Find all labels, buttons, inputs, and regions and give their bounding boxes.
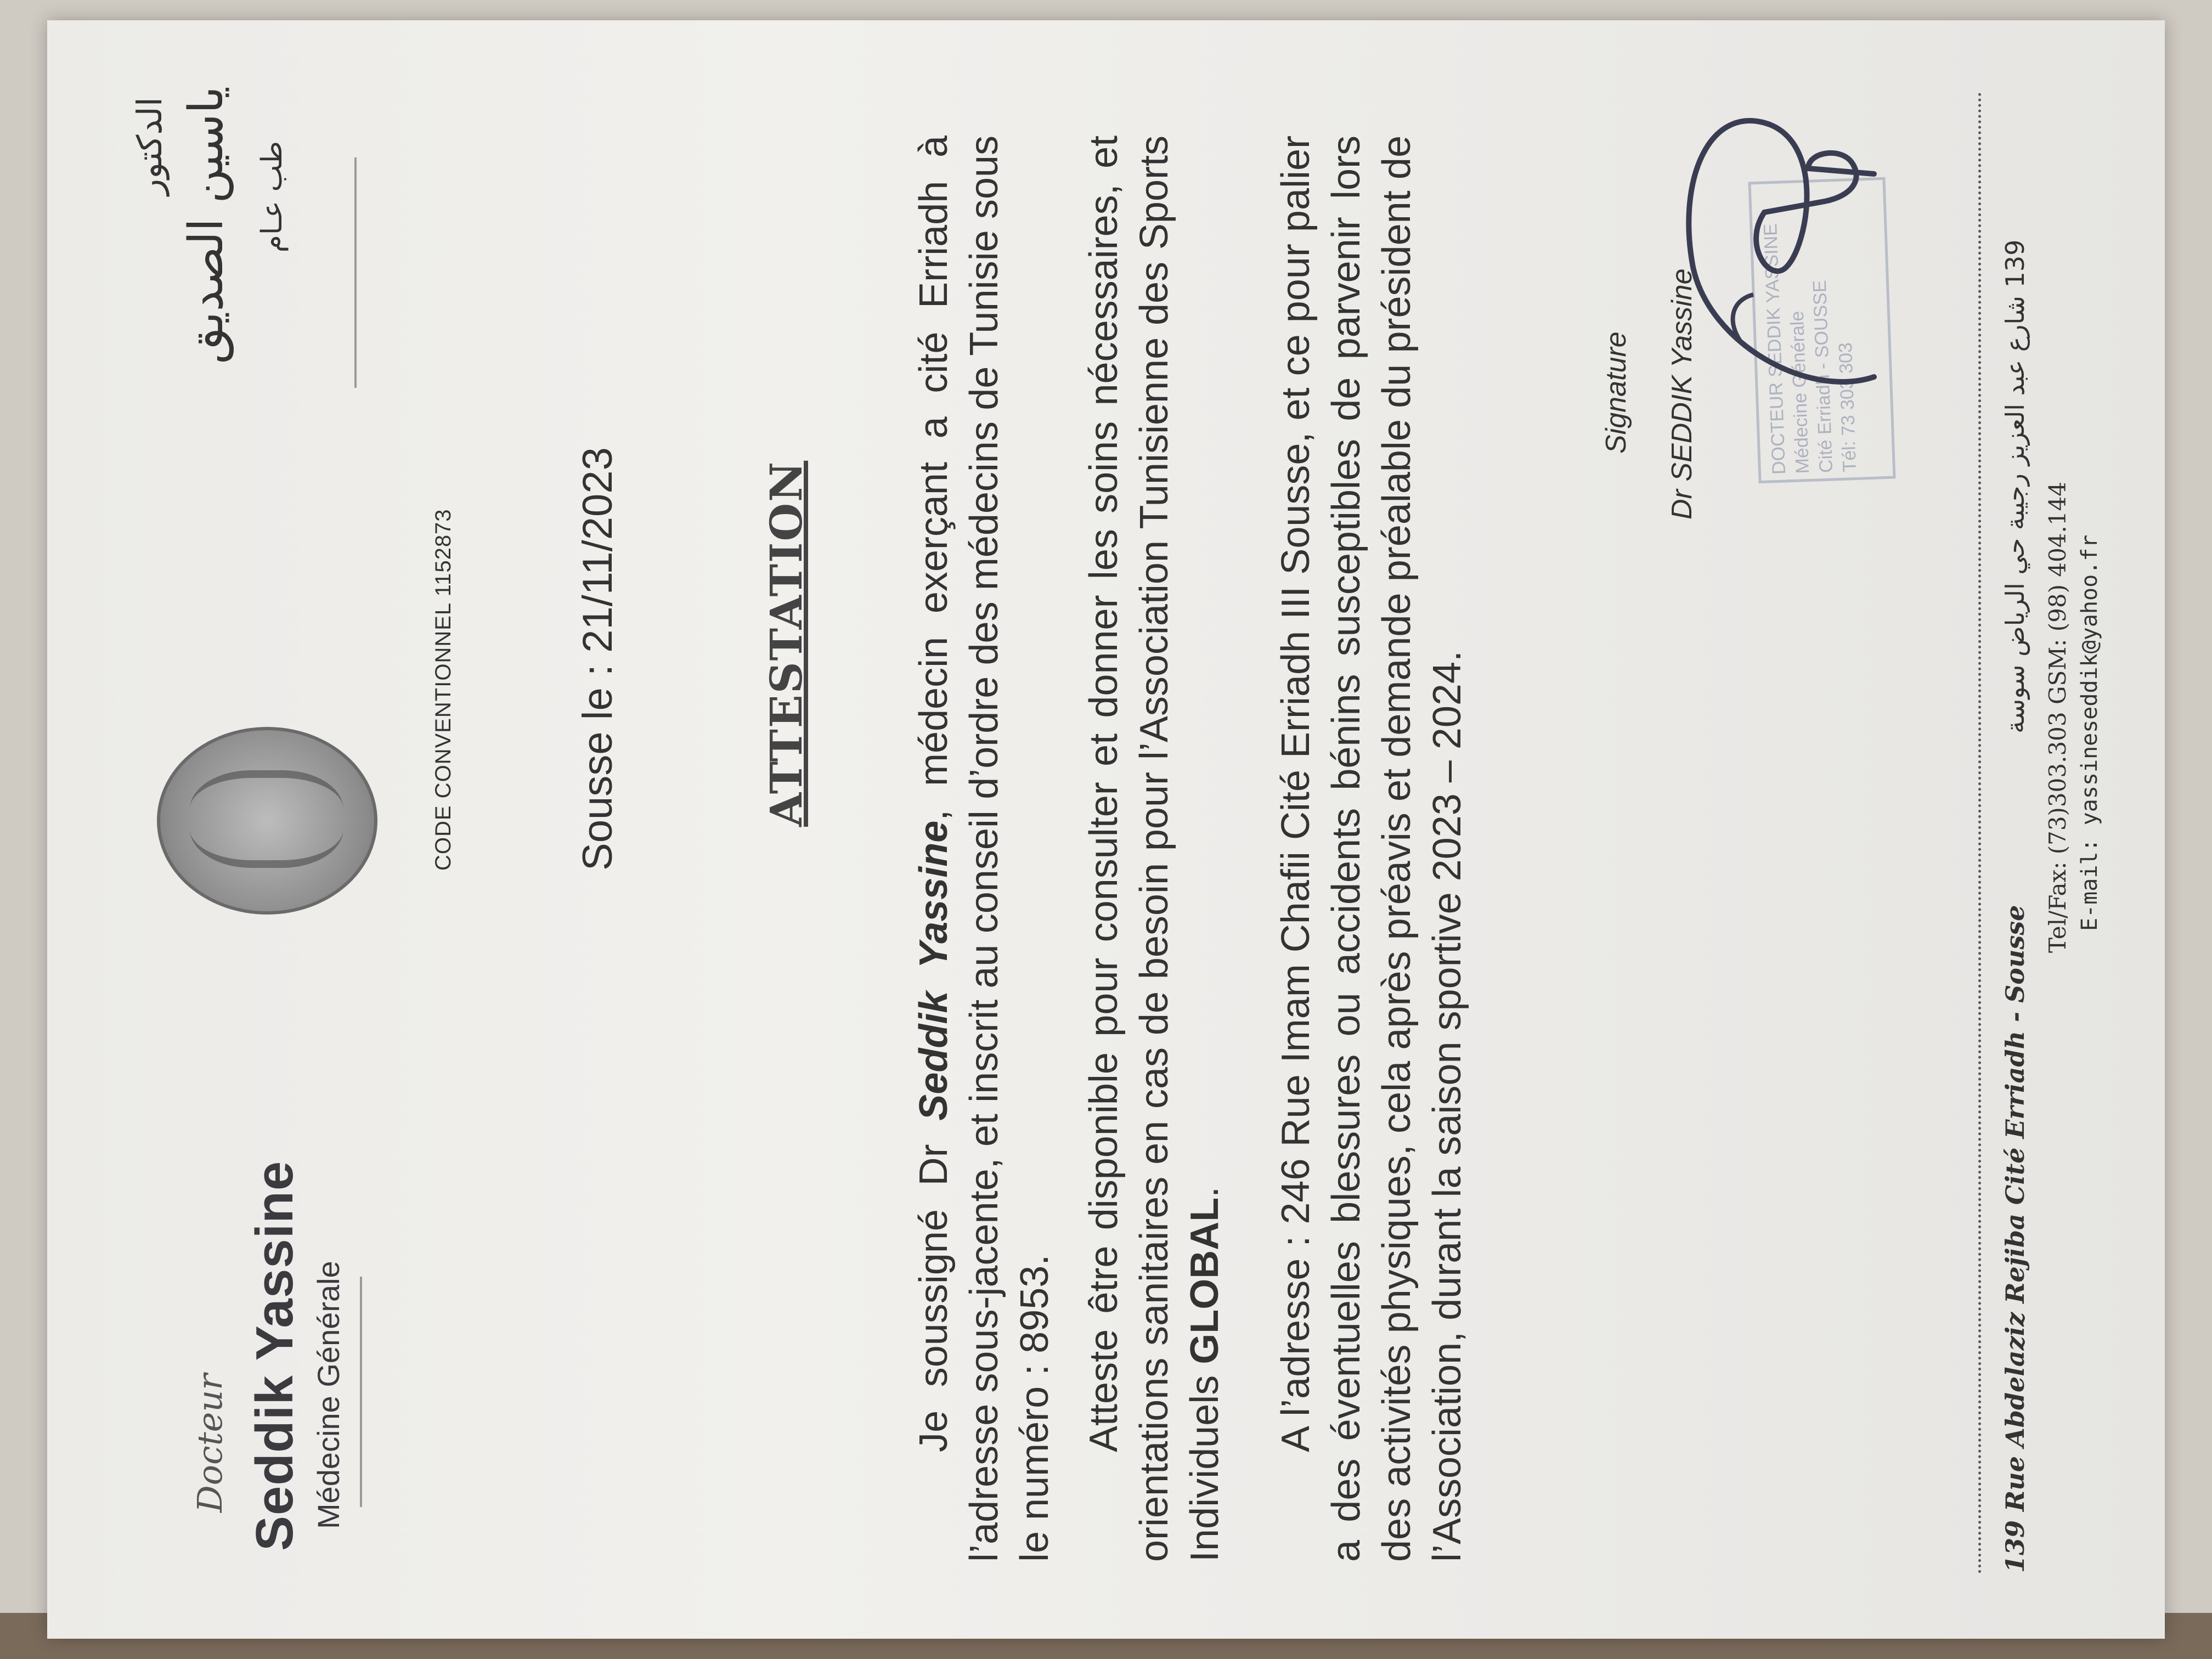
p3-text: A l’adresse : 246 Rue Imam Chafii Cité Erriadh III Sousse, et ce pour palier a des éventuelles blessures ou accidents bénins susceptibles de parvenir lors des activités physiques, cela après préavis et demande préalable du président de l’Association, durant la saison sportive 2023 – 2024.: [1274, 136, 1469, 1562]
footer-address: 139 Rue Abdelaziz Rejiba Cité Erriadh - Sousse: [2000, 905, 2030, 1573]
letterhead-doctor-name: Seddik Yassine: [245, 1160, 304, 1551]
signer-name: Dr SEDDIK Yassine: [1666, 268, 1698, 520]
stamp-line-4: Tél: 73 303 303: [1835, 342, 1861, 473]
caduceus-snake-icon: [190, 770, 343, 868]
signature-label: Signature: [1600, 331, 1632, 454]
p2-text-end: .: [1183, 1186, 1227, 1198]
letterhead-title-cursive: Docteur: [190, 1374, 230, 1513]
paragraph-2: [1079, 136, 1230, 1562]
footer-arabic-address: 139 شارع عبد العزيز رجيبة حي الرياض سوسة: [2000, 239, 2030, 733]
letterhead-divider-right: [354, 157, 357, 388]
letterhead-specialty: Médecine Générale: [311, 1261, 346, 1529]
p2-text-start: Atteste être disponible pour consulter et donner les soins nécessaires, et orientations sanitaires en cas de besoin pour l’Association Tunisienne des Sports Individuels: [1082, 136, 1227, 1562]
stamp-line-3: Cité Erriadh - SOUSSE: [1809, 279, 1837, 473]
p1-text-end: , médecin exerçant a cité Erriadh à l’adresse sous-jacente, et inscrit au conseil d’ordre des médecins de Tunisie sous le numéro : 8953.: [912, 136, 1057, 1562]
letterhead-arabic-specialty: طب عـام: [256, 141, 289, 253]
letterhead-divider-left: [360, 1277, 362, 1507]
stamp-line-2: Médecine Générale: [1786, 311, 1814, 475]
p1-doctor-name: Seddik Yassine: [912, 820, 956, 1121]
handwritten-signature-icon: [1644, 81, 1929, 410]
stamp-line-1: DOCTEUR SEDDIK YASSINE: [1760, 223, 1790, 475]
p1-text-start: Je soussigné Dr: [912, 1120, 956, 1452]
footer-phone-numbers: Tel/Fax: (73)303.303 GSM: (98) 404.144: [2044, 481, 2071, 953]
paragraph-1: [909, 136, 1060, 1562]
paragraph-3: [1271, 136, 1472, 1562]
date-line: Sousse le : 21/11/2023: [574, 447, 621, 871]
p2-association-name: GLOBAL: [1183, 1197, 1227, 1364]
document-sheet: [47, 20, 2165, 1639]
footer-email: E-mail: yassineseddik@yahoo.fr: [2077, 534, 2102, 931]
letterhead-arabic-name: ياسين الصديق: [179, 86, 234, 364]
letterhead-arabic-title: الدكتور: [129, 97, 170, 195]
footer-dotted-divider: [1978, 92, 1981, 1573]
document-title: ATTESTATION: [760, 460, 812, 827]
code-conventionnel: CODE CONVENTIONNEL 1152873: [431, 509, 455, 871]
